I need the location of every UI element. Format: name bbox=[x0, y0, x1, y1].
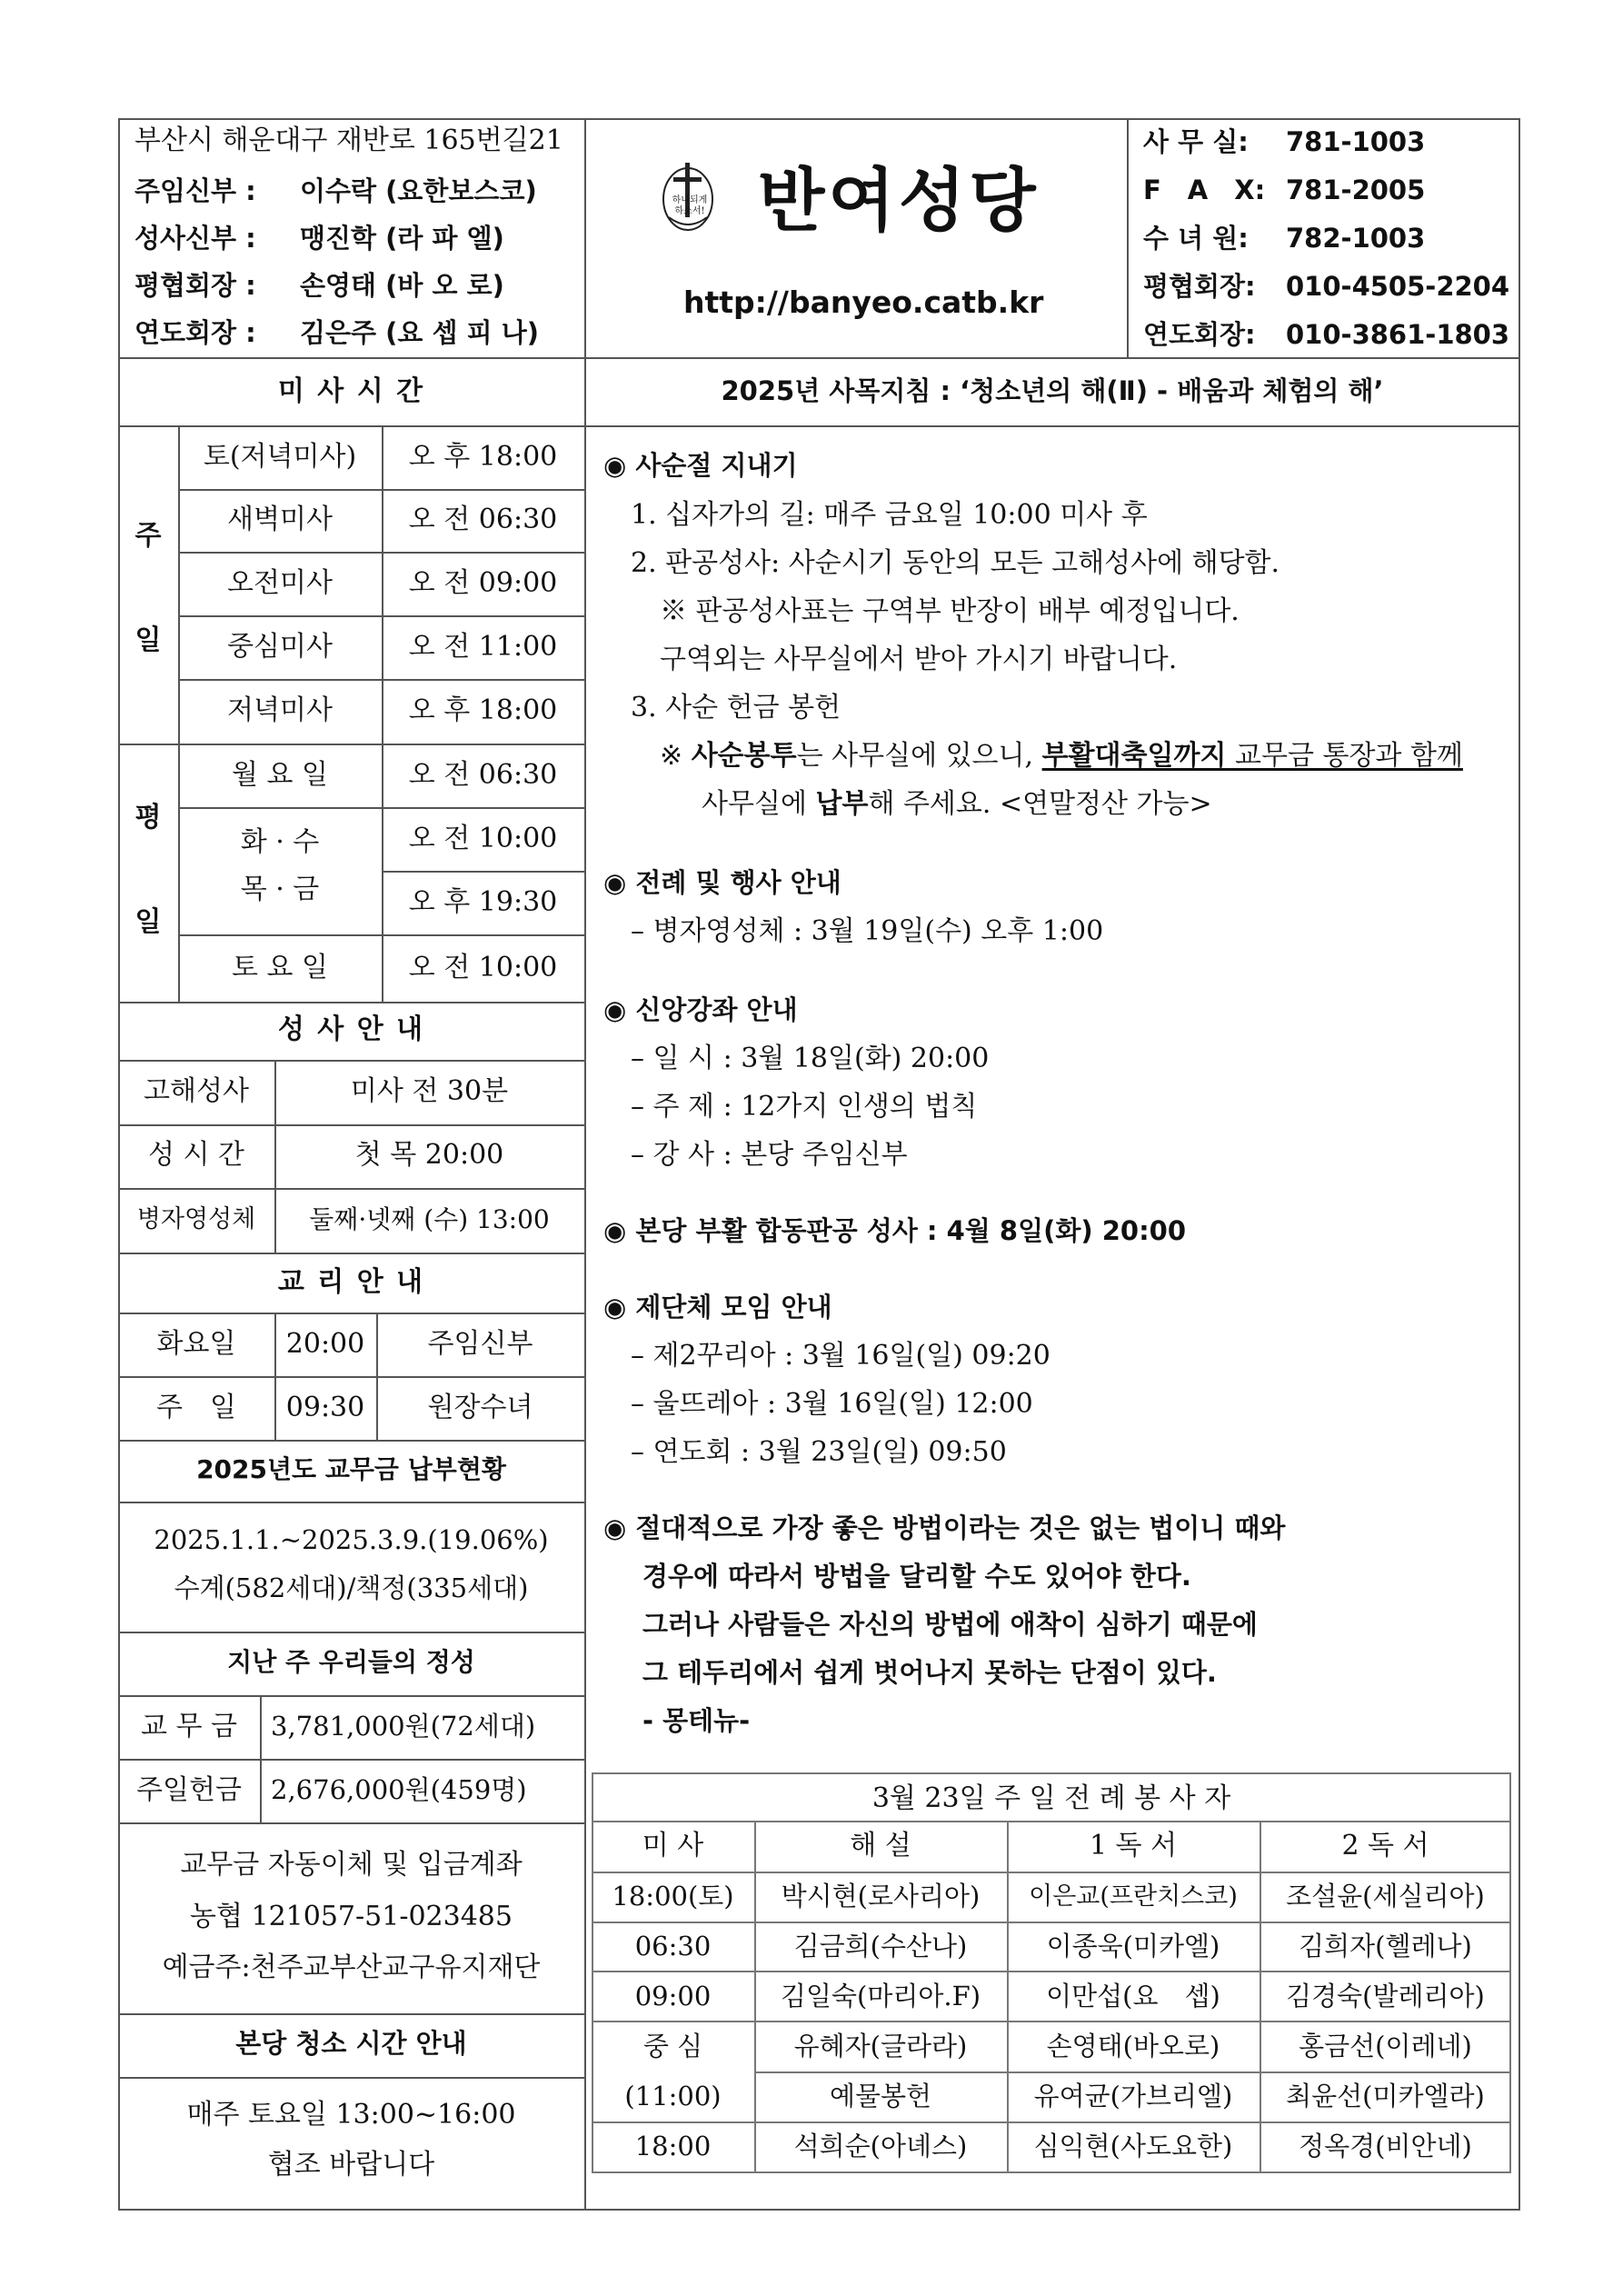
servers-reader1-0900: 이만섭(요 셉) bbox=[1046, 1981, 1220, 2011]
sunday-label-2: 일 bbox=[134, 624, 162, 656]
catechism-day-tuesday: 화요일 bbox=[156, 1328, 236, 1360]
catechism-day-sunday: 주 일 bbox=[156, 1392, 236, 1423]
staff-role-assistant: 성사신부 : bbox=[134, 223, 256, 254]
quote-line-3: 그러나 사람들은 자신의 방법에 애착이 심하기 때문에 bbox=[642, 1609, 1258, 1640]
catechism-time-sunday: 09:30 bbox=[285, 1392, 365, 1423]
mass-time-evening: 오 후 18:00 bbox=[408, 694, 558, 726]
servers-offertory-center: 예물봉헌 bbox=[829, 2081, 932, 2111]
mass-time-saturday: 오 전 10:00 bbox=[408, 952, 558, 983]
mass-time-sat-evening: 오 후 18:00 bbox=[408, 441, 558, 473]
servers-mass-center: 중 심 bbox=[642, 2031, 703, 2061]
liturgy-sick-communion: – 병자영성체 : 3월 19일(수) 오후 1:00 bbox=[631, 915, 1104, 947]
lecture-topic: – 주 제 : 12가지 인생의 법칙 bbox=[631, 1091, 978, 1123]
servers-header-reader2: 2 독 서 bbox=[1341, 1830, 1429, 1862]
servers-header-mass: 미 사 bbox=[642, 1830, 704, 1862]
staff-role-pastor: 주임신부 : bbox=[134, 175, 256, 206]
catechism-title: 교 리 안 내 bbox=[277, 1266, 425, 1298]
staff-role-yeondo: 연도회장 : bbox=[134, 317, 256, 348]
account-holder: 예금주:천주교부산교구유지재단 bbox=[162, 1952, 541, 1983]
servers-reader2-1800: 정옥경(비안네) bbox=[1299, 2131, 1472, 2161]
groups-heading: ◉ 제단체 모임 안내 bbox=[603, 1292, 832, 1323]
contact-number-convent: 782-1003 bbox=[1286, 223, 1426, 254]
note-mark: ※ bbox=[660, 740, 692, 772]
sacrament-label-sick-communion: 병자영성체 bbox=[136, 1205, 256, 1233]
note-text-2: 교무금 통장과 함께 bbox=[1226, 740, 1463, 772]
church-website-link[interactable]: http://banyeo.catb.kr bbox=[683, 285, 1044, 320]
mass-name-thu-fri: 목 · 금 bbox=[240, 873, 320, 905]
account-number: 농협 121057-51-023485 bbox=[190, 1901, 513, 1932]
servers-reader1-1800: 심익현(사도요한) bbox=[1033, 2131, 1233, 2161]
servers-reader2-0900: 김경숙(발레리아) bbox=[1286, 1981, 1485, 2011]
lent-item-offering: 3. 사순 헌금 봉헌 bbox=[631, 692, 841, 724]
contact-number-yeondo: 010-3861-1803 bbox=[1286, 319, 1510, 350]
servers-commentator-0900: 김일숙(마리아.F) bbox=[780, 1981, 981, 2011]
mass-name-monday: 월 요 일 bbox=[231, 759, 328, 791]
easter-confession-notice: ◉ 본당 부활 합동판공 성사 : 4월 8일(화) 20:00 bbox=[603, 1215, 1187, 1246]
weekday-label-1: 평 bbox=[134, 802, 162, 834]
church-name: 반여성당 bbox=[758, 160, 1040, 241]
quote-line-4: 그 테두리에서 쉽게 벗어나지 못하는 단점이 있다. bbox=[642, 1657, 1217, 1688]
quote-line-1: ◉ 절대적으로 가장 좋은 방법이라는 것은 없는 법이니 때와 bbox=[603, 1512, 1286, 1543]
lent-item-stations: 1. 십자가의 길: 매주 금요일 10:00 미사 후 bbox=[631, 499, 1148, 531]
offering-label-sunday: 주일헌금 bbox=[136, 1774, 242, 1806]
account-heading: 교무금 자동이체 및 입금계좌 bbox=[180, 1849, 523, 1881]
contact-number-council: 010-4505-2204 bbox=[1286, 271, 1510, 302]
group-ultreya: – 울뜨레아 : 3월 16일(일) 12:00 bbox=[631, 1388, 1033, 1420]
weekday-label-2: 일 bbox=[134, 906, 162, 938]
servers-reader1-0630: 이종욱(미카엘) bbox=[1046, 1931, 1220, 1962]
lecture-speaker: – 강 사 : 본당 주임신부 bbox=[631, 1139, 908, 1171]
offering-title: 지난 주 우리들의 정성 bbox=[227, 1647, 475, 1677]
contact-label-yeondo: 연도회장: bbox=[1143, 319, 1256, 350]
contact-number-fax: 781-2005 bbox=[1286, 175, 1426, 205]
contact-label-fax: F A X: bbox=[1143, 175, 1266, 205]
lent-envelope-text: 사순봉투 bbox=[691, 740, 797, 772]
mass-times-title: 미 사 시 간 bbox=[277, 375, 425, 407]
note2-text-1: 사무실에 bbox=[702, 788, 816, 820]
servers-mass-0630: 06:30 bbox=[634, 1931, 712, 1962]
contact-label-office: 사 무 실: bbox=[1143, 126, 1249, 157]
mass-name-main: 중심미사 bbox=[227, 631, 333, 663]
mass-name-saturday: 토 요 일 bbox=[231, 952, 328, 983]
mass-name-dawn: 새벽미사 bbox=[227, 504, 333, 535]
group-yeondo: – 연도회 : 3월 23일(일) 09:50 bbox=[631, 1436, 1007, 1468]
servers-commentator-1800: 석희순(아녜스) bbox=[793, 2131, 968, 2161]
group-curia: – 제2꾸리아 : 3월 16일(일) 09:20 bbox=[631, 1340, 1050, 1372]
mass-name-morning: 오전미사 bbox=[227, 567, 333, 599]
quote-author: - 몽테뉴- bbox=[642, 1705, 751, 1736]
servers-commentator-center: 유혜자(글라라) bbox=[793, 2031, 968, 2061]
staff-role-council: 평협회장 : bbox=[134, 270, 256, 301]
mass-name-sat-evening: 토(저녁미사) bbox=[203, 441, 357, 473]
sacrament-label-adoration: 성 시 간 bbox=[147, 1139, 244, 1171]
staff-name-assistant: 맹진학 (라 파 엘) bbox=[300, 223, 504, 254]
lent-item-confession: 2. 판공성사: 사순시기 동안의 모든 고해성사에 해당함. bbox=[631, 547, 1280, 579]
servers-reader2-center: 홍금선(이레네) bbox=[1299, 2031, 1472, 2061]
logo-caption: 하나되게 하소서! bbox=[672, 195, 708, 216]
lent-pay-text: 납부 bbox=[815, 788, 869, 820]
servers-header-commentator: 해 설 bbox=[850, 1830, 911, 1862]
lent-confession-note: ※ 판공성사표는 구역부 반장이 배부 예정입니다. bbox=[660, 595, 1240, 627]
mass-time-dawn: 오 전 06:30 bbox=[408, 504, 558, 535]
sacrament-value-adoration: 첫 목 20:00 bbox=[354, 1139, 504, 1171]
lecture-heading: ◉ 신앙강좌 안내 bbox=[603, 994, 798, 1025]
mass-time-weekday-morning: 오 전 10:00 bbox=[408, 823, 558, 854]
contact-label-council: 평협회장: bbox=[1143, 271, 1256, 302]
sunday-label-1: 주 bbox=[134, 520, 162, 552]
servers-mass-sat: 18:00(토) bbox=[612, 1881, 734, 1912]
contact-label-convent: 수 녀 원: bbox=[1143, 223, 1249, 254]
offering-label-dues: 교 무 금 bbox=[140, 1711, 237, 1742]
lent-envelope-note-2 bbox=[702, 788, 1212, 820]
servers-reader2-0630: 김희자(헬레나) bbox=[1299, 1931, 1472, 1962]
servers-offertory-2-center: 최윤선(미카엘라) bbox=[1286, 2081, 1485, 2111]
dues-households: 수계(582세대)/책정(335세대) bbox=[174, 1572, 529, 1603]
lent-envelope-note bbox=[660, 740, 1463, 772]
staff-name-yeondo: 김은주 (요 셉 피 나) bbox=[300, 317, 539, 348]
offering-value-dues: 3,781,000원(72세대) bbox=[271, 1711, 536, 1742]
cleaning-request: 협조 바랍니다 bbox=[267, 2149, 435, 2181]
contact-number-office: 781-1003 bbox=[1286, 126, 1426, 157]
catechism-teacher-tuesday: 주임신부 bbox=[427, 1328, 533, 1360]
sacrament-value-confession: 미사 전 30분 bbox=[350, 1075, 509, 1107]
servers-header-reader1: 1 독 서 bbox=[1089, 1830, 1178, 1862]
easter-deadline-text: 부활대축일까지 bbox=[1041, 740, 1227, 772]
quote-line-2: 경우에 따라서 방법을 달리할 수도 있어야 한다. bbox=[642, 1561, 1191, 1592]
mass-time-weekday-evening: 오 후 19:30 bbox=[408, 886, 558, 918]
offering-value-sunday: 2,676,000원(459명) bbox=[271, 1774, 527, 1805]
servers-reader1-sat: 이은교(프란치스코) bbox=[1029, 1882, 1238, 1911]
staff-name-council: 손영태 (바 오 로) bbox=[300, 270, 504, 301]
cleaning-title: 본당 청소 시간 안내 bbox=[235, 2028, 467, 2059]
servers-reader2-sat: 조설윤(세실리아) bbox=[1286, 1881, 1485, 1912]
lent-confession-note-2: 구역외는 사무실에서 받아 가시기 바랍니다. bbox=[660, 644, 1178, 675]
mass-time-main: 오 전 11:00 bbox=[408, 631, 558, 663]
servers-reader1-center: 손영태(바오로) bbox=[1046, 2031, 1220, 2061]
servers-commentator-sat: 박시현(로사리아) bbox=[781, 1881, 981, 1912]
mass-name-evening: 저녁미사 bbox=[227, 694, 333, 726]
mass-time-monday: 오 전 06:30 bbox=[408, 759, 558, 791]
sacrament-label-confession: 고해성사 bbox=[144, 1075, 249, 1107]
catechism-time-tuesday: 20:00 bbox=[285, 1328, 365, 1360]
servers-title: 3월 23일 주 일 전 례 봉 사 자 bbox=[871, 1782, 1231, 1814]
staff-name-pastor: 이수락 (요한보스코) bbox=[300, 175, 537, 206]
church-address: 부산시 해운대구 재반로 165번길21 bbox=[134, 125, 563, 156]
servers-mass-1800: 18:00 bbox=[634, 2131, 712, 2161]
catechism-teacher-sunday: 원장수녀 bbox=[427, 1392, 533, 1423]
mass-name-tue-wed: 화 · 수 bbox=[240, 826, 320, 858]
servers-mass-center-time: (11:00) bbox=[624, 2081, 722, 2111]
sacrament-value-sick-communion: 둘째·넷째 (수) 13:00 bbox=[309, 1204, 550, 1234]
mass-time-morning: 오 전 09:00 bbox=[408, 567, 558, 599]
note-text-1: 는 사무실에 있으니, bbox=[796, 740, 1042, 772]
servers-commentator-0630: 김금희(수산나) bbox=[793, 1931, 968, 1962]
lecture-date: – 일 시 : 3월 18일(화) 20:00 bbox=[631, 1043, 990, 1074]
dues-title: 2025년도 교무금 납부현황 bbox=[196, 1454, 506, 1484]
cleaning-schedule: 매주 토요일 13:00~16:00 bbox=[186, 2099, 516, 2131]
servers-mass-0900: 09:00 bbox=[634, 1981, 712, 2011]
sacrament-title: 성 사 안 내 bbox=[277, 1013, 425, 1045]
note2-text-2: 해 주세요. <연말정산 가능> bbox=[868, 788, 1212, 820]
lent-heading: ◉ 사순절 지내기 bbox=[603, 450, 798, 481]
servers-offertory-1-center: 유여균(가브리엘) bbox=[1033, 2081, 1233, 2111]
dues-period: 2025.1.1.~2025.3.9.(19.06%) bbox=[154, 1524, 549, 1555]
liturgy-heading: ◉ 전례 및 행사 안내 bbox=[603, 867, 841, 898]
pastoral-guideline: 2025년 사목지침 : ‘청소년의 해(Ⅱ) - 배움과 체험의 해’ bbox=[721, 375, 1384, 406]
